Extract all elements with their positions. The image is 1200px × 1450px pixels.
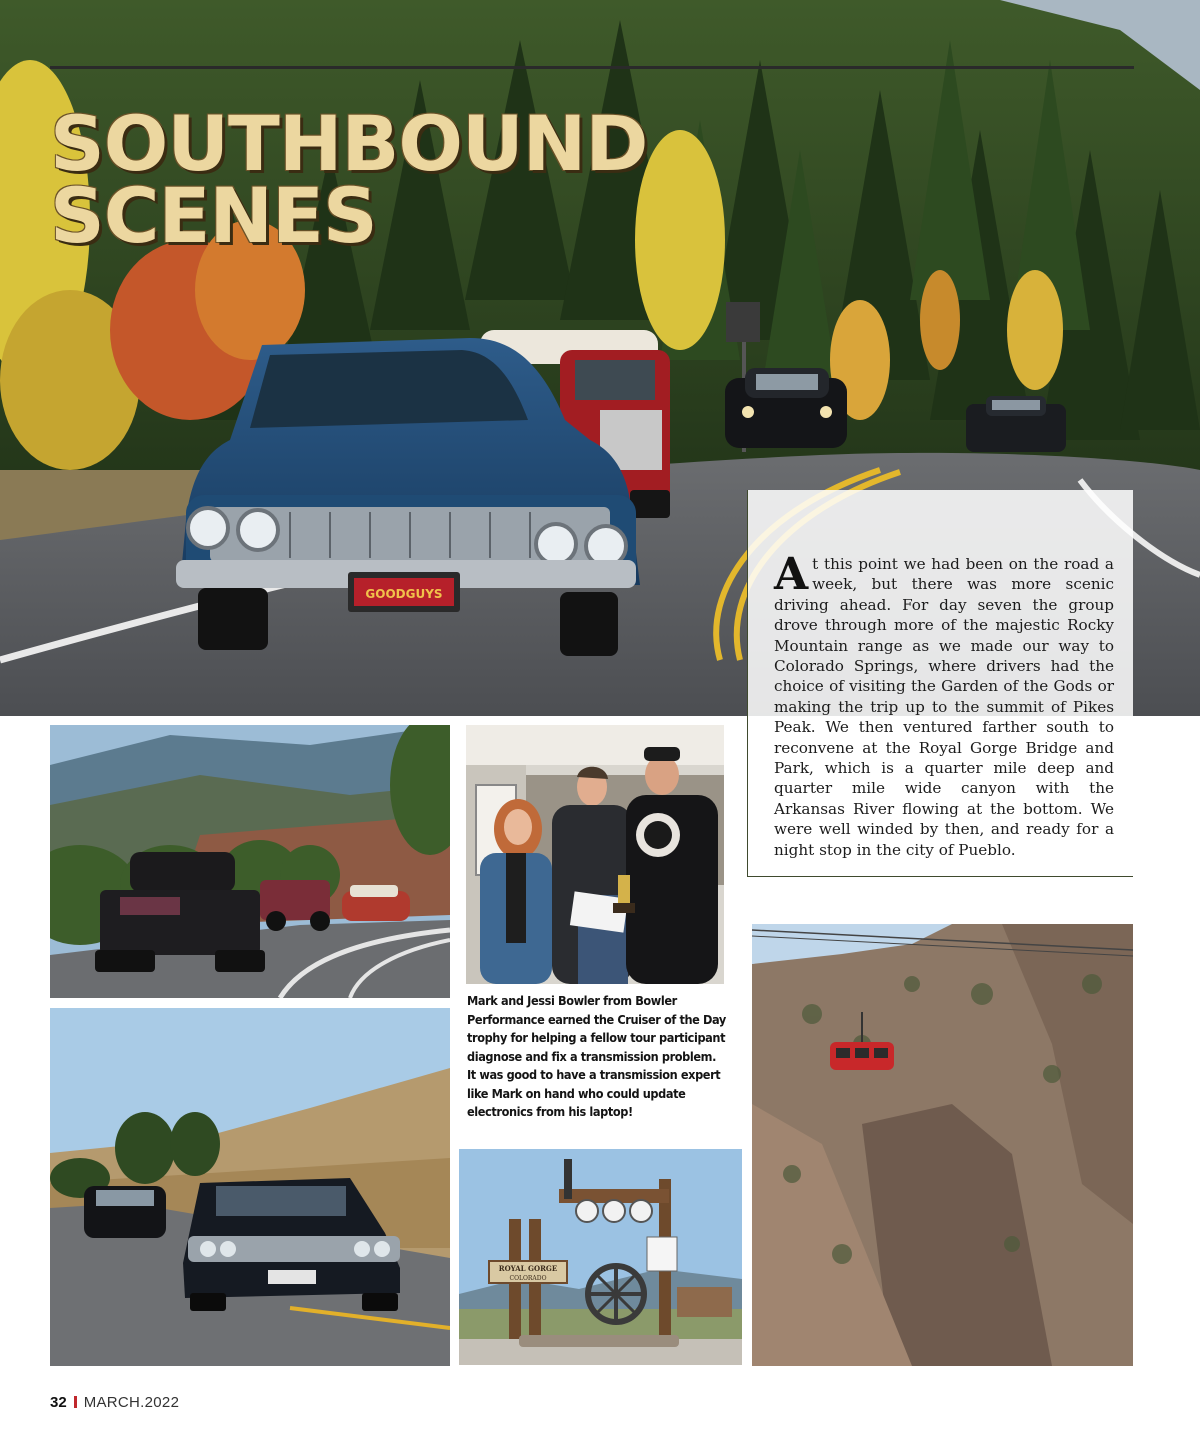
photo-hillside-road-cars [50, 1008, 450, 1366]
headline [50, 99, 648, 260]
drop-cap: A [774, 549, 809, 600]
story-body: t this point we had been on the road a week, but there was more scenic driving ahead. For day seven the group drove through more of the majestic Rocky Mountain range as we made our way to Colorado Springs, where drivers had the choice of visiting the Garden of the Gods or making the trip up to the summit of Pikes Peak. We then ventured farther south to reconvene at the Royal Gorge Bridge and Park, which is a quarter mile deep and quarter mile wide canyon with the Arkansas River flowing at the bottom. We were well winded by then, and ready for a night stop in the city of Pueblo. [774, 555, 1114, 859]
page-number: 32 [50, 1394, 67, 1411]
top-rule [50, 66, 1134, 69]
story-text [774, 549, 1114, 860]
issue-date: MARCH.2022 [83, 1394, 180, 1411]
hero-plate: GOODGUYS [365, 587, 443, 601]
sign-line-2: COLORADO [509, 1275, 547, 1282]
folio-divider [74, 1396, 77, 1408]
photo-caption: Mark and Jessi Bowler from Bowler Performance earned the Cruiser of the Day trophy for helping a fellow tour participant diagnose and fix a transmission problem. It was good to have a transmission expert like Mark on hand who could update electronics from his laptop! [467, 993, 726, 1119]
photo-trophy-presentation [466, 725, 724, 984]
photo-mountain-road-cars [50, 725, 450, 998]
story-box [747, 490, 1133, 877]
headline-line-1: SOUTHBOUND [50, 99, 648, 188]
sign-line-1: ROYAL GORGE [498, 1264, 558, 1273]
photo-royal-gorge-gondola [752, 924, 1133, 1366]
photo-royal-gorge-sign [459, 1149, 742, 1365]
folio [50, 1394, 179, 1411]
headline-line-2: SCENES [50, 171, 377, 260]
